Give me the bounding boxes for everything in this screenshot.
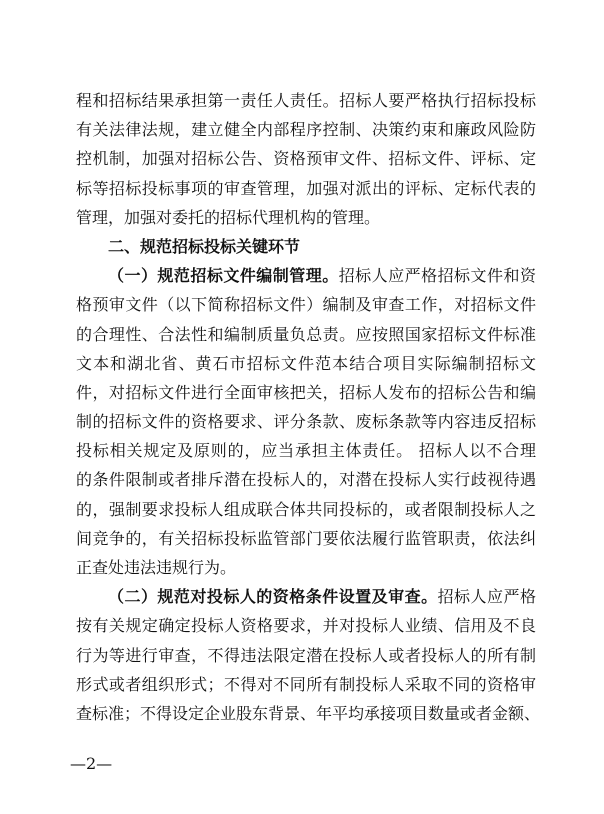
text-line: 行为等进行审查，不得违法限定潜在投标人或者投标人的所有制 bbox=[76, 645, 536, 665]
text-line: 件，对招标文件进行全面审核把关，招标人发布的招标公告和编 bbox=[76, 382, 536, 402]
text-line: 投标相关规定及原则的，应当承担主体责任。 招标人以不合理 bbox=[76, 441, 536, 461]
paragraph-first-rest: 招标人应严格 bbox=[437, 587, 536, 607]
text-line: 文本和湖北省、黄石市招标文件范本结合项目实际编制招标文 bbox=[76, 353, 536, 373]
text-line: 管理，加强对委托的招标代理机构的管理。 bbox=[76, 207, 381, 227]
paragraph-first-line bbox=[76, 261, 536, 290]
text-line: 的条件限制或者排斥潜在投标人的，对潜在投标人实行歧视待遇 bbox=[76, 470, 536, 490]
text-line: 有关法律法规，建立健全内部程序控制、决策约束和廉政风险防 bbox=[76, 120, 536, 140]
text-line: 形式或者组织形式；不得对不同所有制投标人采取不同的资格审 bbox=[76, 674, 536, 694]
paragraph-first-line bbox=[76, 582, 536, 611]
text-line: 控机制，加强对招标公告、资格预审文件、招标文件、评标、定 bbox=[76, 149, 536, 169]
text-line: 程和招标结果承担第一责任人责任。招标人要严格执行招标投标 bbox=[76, 91, 536, 110]
text-line: 标等招标投标事项的审查管理，加强对派出的评标、定标代表的 bbox=[76, 178, 536, 198]
text-line: 制的招标文件的资格要求、评分条款、废标条款等内容违反招标 bbox=[76, 412, 536, 432]
paragraph-lead: （一）规范招标文件编制管理。 bbox=[108, 266, 339, 286]
text-line: 按有关规定确定投标人资格要求，并对投标人业绩、信用及不良 bbox=[76, 616, 536, 636]
text-line: 的，强制要求投标人组成联合体共同投标的，或者限制投标人之 bbox=[76, 499, 536, 519]
page-number: —2— bbox=[70, 754, 113, 773]
text-line: 查标准；不得设定企业股东背景、年平均承接项目数量或者金额、 bbox=[76, 703, 541, 723]
text-line: 格预审文件（以下简称招标文件）编制及审查工作，对招标文件 bbox=[76, 295, 536, 315]
paragraph-first-rest: 招标人应严格招标文件和资 bbox=[338, 266, 536, 286]
text-line: 正查处违法违规行为。 bbox=[76, 558, 237, 577]
text-line: 间竞争的，有关招标投标监管部门要依法履行监管职责，依法纠 bbox=[76, 528, 536, 548]
body-text bbox=[76, 86, 541, 728]
paragraph-lead: （二）规范对投标人的资格条件设置及审查。 bbox=[108, 587, 438, 607]
section-heading: 二、规范招标投标关键环节 bbox=[108, 236, 301, 256]
text-line: 的合理性、合法性和编制质量负总责。应按照国家招标文件标准 bbox=[76, 324, 536, 344]
